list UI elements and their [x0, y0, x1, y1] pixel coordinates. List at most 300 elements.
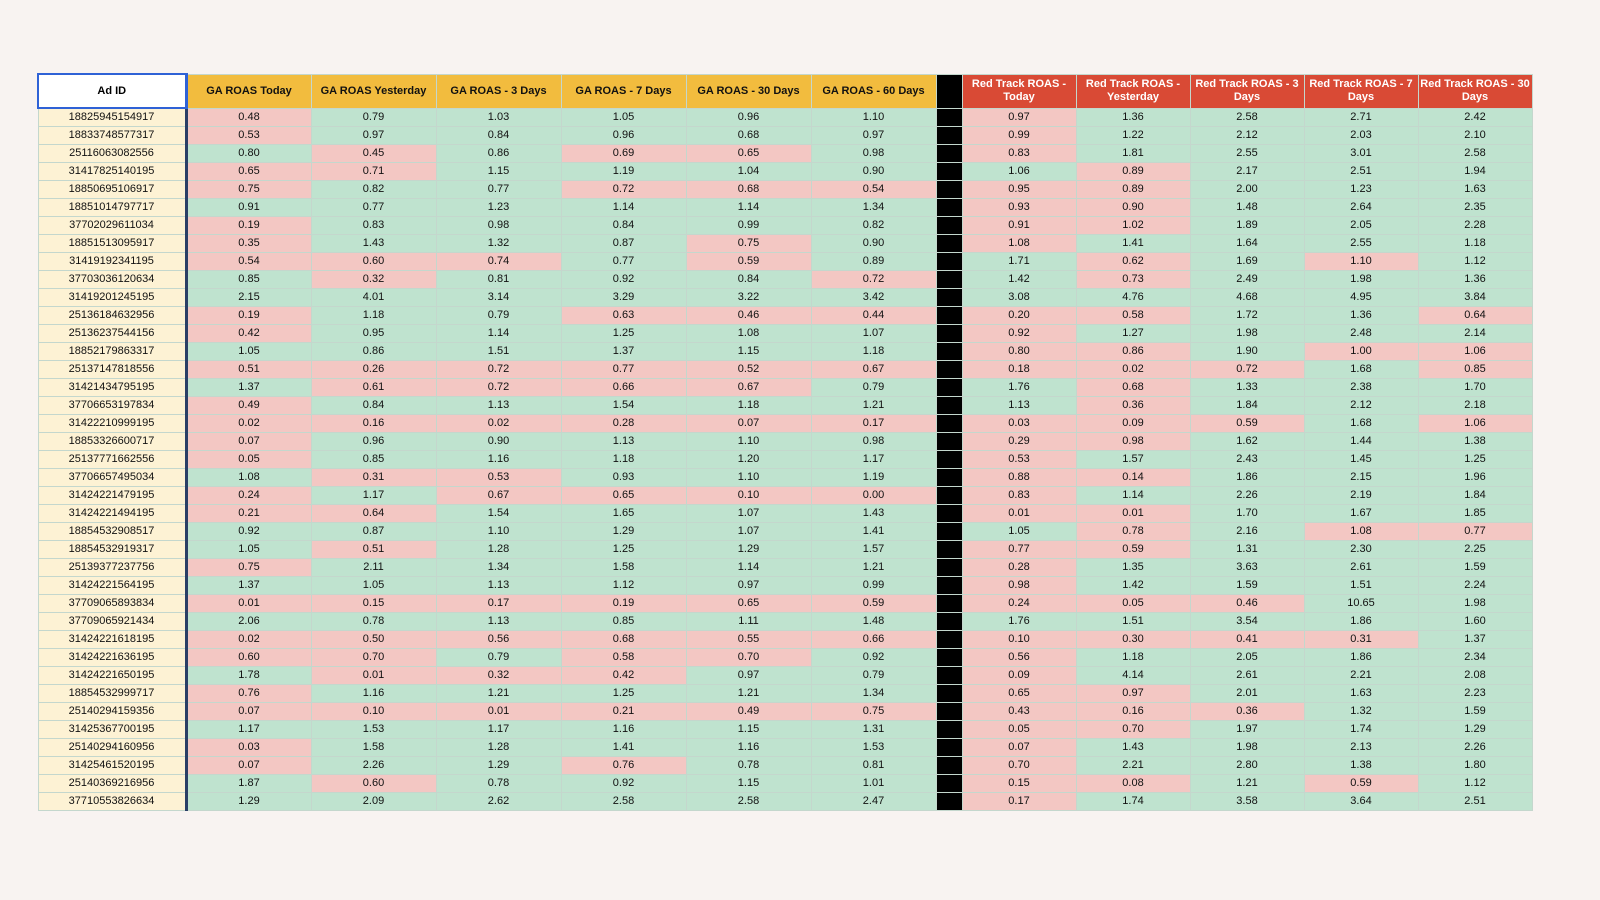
ga-roas-cell[interactable]: 0.72 — [436, 361, 561, 379]
ga-roas-cell[interactable]: 0.67 — [811, 361, 936, 379]
ga-roas-cell[interactable]: 1.34 — [436, 559, 561, 577]
ga-roas-cell[interactable]: 1.78 — [186, 667, 311, 685]
ga-roas-cell[interactable]: 0.61 — [311, 379, 436, 397]
redtrack-roas-cell[interactable]: 0.97 — [962, 108, 1076, 127]
ga-roas-cell[interactable]: 0.65 — [561, 487, 686, 505]
redtrack-roas-cell[interactable]: 1.59 — [1190, 577, 1304, 595]
ga-roas-cell[interactable]: 1.18 — [311, 307, 436, 325]
separator-cell[interactable] — [936, 793, 962, 811]
ga-roas-cell[interactable]: 0.01 — [436, 703, 561, 721]
redtrack-roas-cell[interactable]: 1.06 — [1418, 415, 1532, 433]
redtrack-roas-cell[interactable]: 0.03 — [962, 415, 1076, 433]
redtrack-roas-cell[interactable]: 1.35 — [1076, 559, 1190, 577]
ga-roas-cell[interactable]: 0.77 — [561, 361, 686, 379]
ga-roas-cell[interactable]: 0.76 — [186, 685, 311, 703]
separator-cell[interactable] — [936, 289, 962, 307]
ga-roas-cell[interactable]: 1.05 — [186, 541, 311, 559]
ad-id-cell[interactable]: 18853326600717 — [38, 433, 186, 451]
redtrack-roas-cell[interactable]: 0.83 — [962, 145, 1076, 163]
ad-id-cell[interactable]: 31425367700195 — [38, 721, 186, 739]
ga-roas-cell[interactable]: 0.58 — [561, 649, 686, 667]
separator-cell[interactable] — [936, 451, 962, 469]
ga-roas-cell[interactable]: 0.93 — [561, 469, 686, 487]
ga-roas-cell[interactable]: 1.29 — [436, 757, 561, 775]
redtrack-roas-cell[interactable]: 2.03 — [1304, 127, 1418, 145]
redtrack-roas-cell[interactable]: 0.91 — [962, 217, 1076, 235]
ga-roas-cell[interactable]: 0.87 — [561, 235, 686, 253]
ad-id-cell[interactable]: 18854532908517 — [38, 523, 186, 541]
ga-roas-cell[interactable]: 0.97 — [311, 127, 436, 145]
ga-roas-cell[interactable]: 1.43 — [311, 235, 436, 253]
ga-roas-cell[interactable]: 1.31 — [811, 721, 936, 739]
ga-roas-cell[interactable]: 0.74 — [436, 253, 561, 271]
ga-roas-cell[interactable]: 1.54 — [436, 505, 561, 523]
ga-roas-cell[interactable]: 2.58 — [686, 793, 811, 811]
header-ad-id[interactable]: Ad ID — [38, 74, 186, 108]
redtrack-roas-cell[interactable]: 0.07 — [962, 739, 1076, 757]
redtrack-roas-cell[interactable]: 2.64 — [1304, 199, 1418, 217]
ga-roas-cell[interactable]: 0.79 — [311, 108, 436, 127]
redtrack-roas-cell[interactable]: 3.54 — [1190, 613, 1304, 631]
ga-roas-cell[interactable]: 0.53 — [186, 127, 311, 145]
ga-roas-cell[interactable]: 0.75 — [186, 559, 311, 577]
redtrack-roas-cell[interactable]: 2.23 — [1418, 685, 1532, 703]
ga-roas-cell[interactable]: 0.92 — [561, 775, 686, 793]
ga-roas-cell[interactable]: 0.10 — [311, 703, 436, 721]
redtrack-roas-cell[interactable]: 0.62 — [1076, 253, 1190, 271]
ga-roas-cell[interactable]: 0.48 — [186, 108, 311, 127]
ga-roas-cell[interactable]: 0.01 — [311, 667, 436, 685]
ga-roas-cell[interactable]: 2.11 — [311, 559, 436, 577]
ga-roas-cell[interactable]: 0.96 — [686, 108, 811, 127]
redtrack-roas-cell[interactable]: 1.21 — [1190, 775, 1304, 793]
redtrack-roas-cell[interactable]: 0.02 — [1076, 361, 1190, 379]
ad-id-cell[interactable]: 18833748577317 — [38, 127, 186, 145]
ga-roas-cell[interactable]: 0.21 — [186, 505, 311, 523]
ad-id-cell[interactable]: 37706657495034 — [38, 469, 186, 487]
ga-roas-cell[interactable]: 0.76 — [561, 757, 686, 775]
redtrack-roas-cell[interactable]: 2.51 — [1304, 163, 1418, 181]
redtrack-roas-cell[interactable]: 0.59 — [1076, 541, 1190, 559]
ga-roas-cell[interactable]: 1.04 — [686, 163, 811, 181]
ga-roas-cell[interactable]: 1.15 — [686, 775, 811, 793]
ga-roas-cell[interactable]: 2.15 — [186, 289, 311, 307]
separator-cell[interactable] — [936, 541, 962, 559]
ga-roas-cell[interactable]: 1.13 — [436, 577, 561, 595]
ga-roas-cell[interactable]: 3.29 — [561, 289, 686, 307]
redtrack-roas-cell[interactable]: 1.97 — [1190, 721, 1304, 739]
redtrack-roas-cell[interactable]: 1.70 — [1190, 505, 1304, 523]
redtrack-roas-cell[interactable]: 1.59 — [1418, 703, 1532, 721]
redtrack-roas-cell[interactable]: 2.43 — [1190, 451, 1304, 469]
ga-roas-cell[interactable]: 1.14 — [561, 199, 686, 217]
redtrack-roas-cell[interactable]: 1.05 — [962, 523, 1076, 541]
ga-roas-cell[interactable]: 0.81 — [436, 271, 561, 289]
ga-roas-cell[interactable]: 0.84 — [436, 127, 561, 145]
ga-roas-cell[interactable]: 1.34 — [811, 199, 936, 217]
ga-roas-cell[interactable]: 2.06 — [186, 613, 311, 631]
redtrack-roas-cell[interactable]: 2.19 — [1304, 487, 1418, 505]
separator-cell[interactable] — [936, 721, 962, 739]
redtrack-roas-cell[interactable]: 2.10 — [1418, 127, 1532, 145]
separator-cell[interactable] — [936, 361, 962, 379]
redtrack-roas-cell[interactable]: 3.08 — [962, 289, 1076, 307]
ga-roas-cell[interactable]: 1.14 — [686, 559, 811, 577]
ad-id-cell[interactable]: 18850695106917 — [38, 181, 186, 199]
redtrack-roas-cell[interactable]: 1.71 — [962, 253, 1076, 271]
header-ga-yesterday[interactable]: GA ROAS Yesterday — [311, 74, 436, 108]
separator-cell[interactable] — [936, 469, 962, 487]
ga-roas-cell[interactable]: 1.48 — [811, 613, 936, 631]
redtrack-roas-cell[interactable]: 1.60 — [1418, 613, 1532, 631]
ga-roas-cell[interactable]: 0.64 — [311, 505, 436, 523]
ga-roas-cell[interactable]: 0.87 — [311, 523, 436, 541]
ga-roas-cell[interactable]: 0.63 — [561, 307, 686, 325]
ga-roas-cell[interactable]: 0.82 — [311, 181, 436, 199]
separator-cell[interactable] — [936, 145, 962, 163]
ad-id-cell[interactable]: 31425461520195 — [38, 757, 186, 775]
separator-cell[interactable] — [936, 181, 962, 199]
separator-column-header[interactable] — [936, 74, 962, 108]
separator-cell[interactable] — [936, 523, 962, 541]
ga-roas-cell[interactable]: 0.90 — [811, 235, 936, 253]
separator-cell[interactable] — [936, 667, 962, 685]
redtrack-roas-cell[interactable]: 0.68 — [1076, 379, 1190, 397]
ga-roas-cell[interactable]: 0.50 — [311, 631, 436, 649]
redtrack-roas-cell[interactable]: 1.02 — [1076, 217, 1190, 235]
ga-roas-cell[interactable]: 0.84 — [686, 271, 811, 289]
redtrack-roas-cell[interactable]: 1.38 — [1304, 757, 1418, 775]
ga-roas-cell[interactable]: 0.07 — [686, 415, 811, 433]
ad-id-cell[interactable]: 18852179863317 — [38, 343, 186, 361]
ga-roas-cell[interactable]: 0.32 — [436, 667, 561, 685]
ga-roas-cell[interactable]: 1.28 — [436, 739, 561, 757]
separator-cell[interactable] — [936, 685, 962, 703]
ga-roas-cell[interactable]: 1.21 — [436, 685, 561, 703]
redtrack-roas-cell[interactable]: 1.51 — [1076, 613, 1190, 631]
ga-roas-cell[interactable]: 0.54 — [811, 181, 936, 199]
redtrack-roas-cell[interactable]: 0.30 — [1076, 631, 1190, 649]
ad-id-cell[interactable]: 37703036120634 — [38, 271, 186, 289]
ga-roas-cell[interactable]: 1.18 — [811, 343, 936, 361]
ga-roas-cell[interactable]: 1.16 — [561, 721, 686, 739]
ad-id-cell[interactable]: 31421434795195 — [38, 379, 186, 397]
ga-roas-cell[interactable]: 1.18 — [686, 397, 811, 415]
redtrack-roas-cell[interactable]: 1.32 — [1304, 703, 1418, 721]
redtrack-roas-cell[interactable]: 2.00 — [1190, 181, 1304, 199]
redtrack-roas-cell[interactable]: 1.68 — [1304, 415, 1418, 433]
redtrack-roas-cell[interactable]: 2.12 — [1304, 397, 1418, 415]
redtrack-roas-cell[interactable]: 1.33 — [1190, 379, 1304, 397]
ga-roas-cell[interactable]: 1.32 — [436, 235, 561, 253]
ga-roas-cell[interactable]: 1.05 — [561, 108, 686, 127]
separator-cell[interactable] — [936, 235, 962, 253]
separator-cell[interactable] — [936, 775, 962, 793]
ga-roas-cell[interactable]: 0.28 — [561, 415, 686, 433]
ga-roas-cell[interactable]: 0.84 — [561, 217, 686, 235]
ga-roas-cell[interactable]: 1.51 — [436, 343, 561, 361]
ga-roas-cell[interactable]: 0.21 — [561, 703, 686, 721]
ga-roas-cell[interactable]: 1.41 — [811, 523, 936, 541]
separator-cell[interactable] — [936, 271, 962, 289]
ad-id-cell[interactable]: 31424221479195 — [38, 487, 186, 505]
ga-roas-cell[interactable]: 0.31 — [311, 469, 436, 487]
redtrack-roas-cell[interactable]: 2.38 — [1304, 379, 1418, 397]
redtrack-roas-cell[interactable]: 0.36 — [1076, 397, 1190, 415]
ga-roas-cell[interactable]: 0.07 — [186, 433, 311, 451]
redtrack-roas-cell[interactable]: 1.86 — [1190, 469, 1304, 487]
ga-roas-cell[interactable]: 0.02 — [436, 415, 561, 433]
ga-roas-cell[interactable]: 0.44 — [811, 307, 936, 325]
redtrack-roas-cell[interactable]: 2.49 — [1190, 271, 1304, 289]
redtrack-roas-cell[interactable]: 2.71 — [1304, 108, 1418, 127]
redtrack-roas-cell[interactable]: 1.62 — [1190, 433, 1304, 451]
redtrack-roas-cell[interactable]: 1.84 — [1418, 487, 1532, 505]
ga-roas-cell[interactable]: 0.98 — [811, 145, 936, 163]
ga-roas-cell[interactable]: 0.68 — [686, 181, 811, 199]
ga-roas-cell[interactable]: 1.11 — [686, 613, 811, 631]
redtrack-roas-cell[interactable]: 3.64 — [1304, 793, 1418, 811]
redtrack-roas-cell[interactable]: 0.10 — [962, 631, 1076, 649]
redtrack-roas-cell[interactable]: 0.83 — [962, 487, 1076, 505]
ga-roas-cell[interactable]: 0.67 — [686, 379, 811, 397]
redtrack-roas-cell[interactable]: 0.18 — [962, 361, 1076, 379]
redtrack-roas-cell[interactable]: 2.26 — [1418, 739, 1532, 757]
ga-roas-cell[interactable]: 1.10 — [686, 433, 811, 451]
ad-id-cell[interactable]: 18851513095917 — [38, 235, 186, 253]
ga-roas-cell[interactable]: 1.17 — [311, 487, 436, 505]
separator-cell[interactable] — [936, 325, 962, 343]
ga-roas-cell[interactable]: 1.37 — [561, 343, 686, 361]
redtrack-roas-cell[interactable]: 2.14 — [1418, 325, 1532, 343]
ad-id-cell[interactable]: 18851014797717 — [38, 199, 186, 217]
ga-roas-cell[interactable]: 1.03 — [436, 108, 561, 127]
redtrack-roas-cell[interactable]: 0.29 — [962, 433, 1076, 451]
ga-roas-cell[interactable]: 0.60 — [186, 649, 311, 667]
redtrack-roas-cell[interactable]: 0.70 — [962, 757, 1076, 775]
redtrack-roas-cell[interactable]: 1.06 — [1418, 343, 1532, 361]
redtrack-roas-cell[interactable]: 1.25 — [1418, 451, 1532, 469]
ad-id-cell[interactable]: 31424221636195 — [38, 649, 186, 667]
ga-roas-cell[interactable]: 0.68 — [561, 631, 686, 649]
redtrack-roas-cell[interactable]: 0.24 — [962, 595, 1076, 613]
redtrack-roas-cell[interactable]: 1.44 — [1304, 433, 1418, 451]
ga-roas-cell[interactable]: 0.75 — [186, 181, 311, 199]
ga-roas-cell[interactable]: 0.83 — [311, 217, 436, 235]
ga-roas-cell[interactable]: 1.29 — [561, 523, 686, 541]
ga-roas-cell[interactable]: 0.03 — [186, 739, 311, 757]
redtrack-roas-cell[interactable]: 1.13 — [962, 397, 1076, 415]
redtrack-roas-cell[interactable]: 1.42 — [1076, 577, 1190, 595]
ga-roas-cell[interactable]: 0.10 — [686, 487, 811, 505]
ga-roas-cell[interactable]: 1.54 — [561, 397, 686, 415]
ga-roas-cell[interactable]: 0.85 — [311, 451, 436, 469]
ga-roas-cell[interactable]: 1.05 — [186, 343, 311, 361]
ga-roas-cell[interactable]: 0.92 — [561, 271, 686, 289]
ga-roas-cell[interactable]: 1.21 — [811, 559, 936, 577]
ga-roas-cell[interactable]: 1.13 — [436, 613, 561, 631]
ga-roas-cell[interactable]: 0.79 — [811, 667, 936, 685]
redtrack-roas-cell[interactable]: 0.73 — [1076, 271, 1190, 289]
ga-roas-cell[interactable]: 2.62 — [436, 793, 561, 811]
redtrack-roas-cell[interactable]: 1.98 — [1190, 325, 1304, 343]
redtrack-roas-cell[interactable]: 1.51 — [1304, 577, 1418, 595]
ga-roas-cell[interactable]: 1.07 — [686, 505, 811, 523]
separator-cell[interactable] — [936, 649, 962, 667]
separator-cell[interactable] — [936, 163, 962, 181]
ga-roas-cell[interactable]: 1.08 — [686, 325, 811, 343]
ga-roas-cell[interactable]: 0.82 — [811, 217, 936, 235]
redtrack-roas-cell[interactable]: 1.80 — [1418, 757, 1532, 775]
redtrack-roas-cell[interactable]: 3.01 — [1304, 145, 1418, 163]
ga-roas-cell[interactable]: 0.77 — [436, 181, 561, 199]
ga-roas-cell[interactable]: 0.68 — [686, 127, 811, 145]
ga-roas-cell[interactable]: 0.01 — [186, 595, 311, 613]
ga-roas-cell[interactable]: 0.66 — [811, 631, 936, 649]
ad-id-cell[interactable]: 37710553826634 — [38, 793, 186, 811]
ad-id-cell[interactable]: 31419192341195 — [38, 253, 186, 271]
ga-roas-cell[interactable]: 0.85 — [186, 271, 311, 289]
redtrack-roas-cell[interactable]: 2.21 — [1076, 757, 1190, 775]
separator-cell[interactable] — [936, 613, 962, 631]
redtrack-roas-cell[interactable]: 1.38 — [1418, 433, 1532, 451]
redtrack-roas-cell[interactable]: 1.08 — [1304, 523, 1418, 541]
redtrack-roas-cell[interactable]: 1.08 — [962, 235, 1076, 253]
redtrack-roas-cell[interactable]: 4.14 — [1076, 667, 1190, 685]
ad-id-cell[interactable]: 31424221494195 — [38, 505, 186, 523]
redtrack-roas-cell[interactable]: 1.42 — [962, 271, 1076, 289]
redtrack-roas-cell[interactable]: 1.96 — [1418, 469, 1532, 487]
redtrack-roas-cell[interactable]: 2.08 — [1418, 667, 1532, 685]
redtrack-roas-cell[interactable]: 1.41 — [1076, 235, 1190, 253]
ga-roas-cell[interactable]: 1.17 — [436, 721, 561, 739]
ad-id-cell[interactable]: 37709065921434 — [38, 613, 186, 631]
ga-roas-cell[interactable]: 1.37 — [186, 577, 311, 595]
separator-cell[interactable] — [936, 253, 962, 271]
ga-roas-cell[interactable]: 0.56 — [436, 631, 561, 649]
redtrack-roas-cell[interactable]: 1.86 — [1304, 649, 1418, 667]
ga-roas-cell[interactable]: 1.15 — [686, 721, 811, 739]
ga-roas-cell[interactable]: 0.19 — [561, 595, 686, 613]
redtrack-roas-cell[interactable]: 1.14 — [1076, 487, 1190, 505]
ga-roas-cell[interactable]: 0.51 — [186, 361, 311, 379]
ga-roas-cell[interactable]: 0.99 — [686, 217, 811, 235]
redtrack-roas-cell[interactable]: 4.76 — [1076, 289, 1190, 307]
ga-roas-cell[interactable]: 1.19 — [811, 469, 936, 487]
redtrack-roas-cell[interactable]: 0.72 — [1190, 361, 1304, 379]
separator-cell[interactable] — [936, 108, 962, 127]
separator-cell[interactable] — [936, 343, 962, 361]
ad-id-cell[interactable]: 31424221650195 — [38, 667, 186, 685]
redtrack-roas-cell[interactable]: 1.68 — [1304, 361, 1418, 379]
redtrack-roas-cell[interactable]: 2.61 — [1190, 667, 1304, 685]
redtrack-roas-cell[interactable]: 0.92 — [962, 325, 1076, 343]
redtrack-roas-cell[interactable]: 2.48 — [1304, 325, 1418, 343]
ga-roas-cell[interactable]: 0.97 — [686, 667, 811, 685]
redtrack-roas-cell[interactable]: 0.46 — [1190, 595, 1304, 613]
redtrack-roas-cell[interactable]: 3.58 — [1190, 793, 1304, 811]
ga-roas-cell[interactable]: 1.41 — [561, 739, 686, 757]
header-ga-7-days[interactable]: GA ROAS - 7 Days — [561, 74, 686, 108]
redtrack-roas-cell[interactable]: 1.72 — [1190, 307, 1304, 325]
redtrack-roas-cell[interactable]: 0.65 — [962, 685, 1076, 703]
redtrack-roas-cell[interactable]: 1.70 — [1418, 379, 1532, 397]
ga-roas-cell[interactable]: 0.96 — [311, 433, 436, 451]
separator-cell[interactable] — [936, 379, 962, 397]
redtrack-roas-cell[interactable]: 0.15 — [962, 775, 1076, 793]
redtrack-roas-cell[interactable]: 1.12 — [1418, 253, 1532, 271]
ad-id-cell[interactable]: 18854532919317 — [38, 541, 186, 559]
ga-roas-cell[interactable]: 0.19 — [186, 217, 311, 235]
ga-roas-cell[interactable]: 2.47 — [811, 793, 936, 811]
ga-roas-cell[interactable]: 0.07 — [186, 757, 311, 775]
ga-roas-cell[interactable]: 0.81 — [811, 757, 936, 775]
ad-id-cell[interactable]: 25136237544156 — [38, 325, 186, 343]
ga-roas-cell[interactable]: 1.08 — [186, 469, 311, 487]
redtrack-roas-cell[interactable]: 2.05 — [1190, 649, 1304, 667]
ga-roas-cell[interactable]: 1.17 — [811, 451, 936, 469]
redtrack-roas-cell[interactable]: 2.17 — [1190, 163, 1304, 181]
header-rt-yesterday[interactable]: Red Track ROAS - Yesterday — [1076, 74, 1190, 108]
ga-roas-cell[interactable]: 1.25 — [561, 685, 686, 703]
ga-roas-cell[interactable]: 1.05 — [311, 577, 436, 595]
ga-roas-cell[interactable]: 1.58 — [311, 739, 436, 757]
ga-roas-cell[interactable]: 1.53 — [811, 739, 936, 757]
redtrack-roas-cell[interactable]: 1.81 — [1076, 145, 1190, 163]
redtrack-roas-cell[interactable]: 1.64 — [1190, 235, 1304, 253]
redtrack-roas-cell[interactable]: 1.36 — [1418, 271, 1532, 289]
ga-roas-cell[interactable]: 0.80 — [186, 145, 311, 163]
ga-roas-cell[interactable]: 1.18 — [561, 451, 686, 469]
redtrack-roas-cell[interactable]: 1.74 — [1304, 721, 1418, 739]
ga-roas-cell[interactable]: 0.53 — [436, 469, 561, 487]
ga-roas-cell[interactable]: 1.07 — [811, 325, 936, 343]
ga-roas-cell[interactable]: 1.13 — [436, 397, 561, 415]
separator-cell[interactable] — [936, 505, 962, 523]
redtrack-roas-cell[interactable]: 3.63 — [1190, 559, 1304, 577]
ga-roas-cell[interactable]: 1.10 — [686, 469, 811, 487]
redtrack-roas-cell[interactable]: 0.14 — [1076, 469, 1190, 487]
separator-cell[interactable] — [936, 559, 962, 577]
ad-id-cell[interactable]: 25136184632956 — [38, 307, 186, 325]
redtrack-roas-cell[interactable]: 4.95 — [1304, 289, 1418, 307]
ga-roas-cell[interactable]: 0.72 — [561, 181, 686, 199]
ga-roas-cell[interactable]: 0.42 — [186, 325, 311, 343]
ga-roas-cell[interactable]: 0.92 — [186, 523, 311, 541]
ga-roas-cell[interactable]: 0.84 — [311, 397, 436, 415]
ga-roas-cell[interactable]: 0.45 — [311, 145, 436, 163]
ga-roas-cell[interactable]: 0.91 — [186, 199, 311, 217]
redtrack-roas-cell[interactable]: 1.29 — [1418, 721, 1532, 739]
redtrack-roas-cell[interactable]: 10.65 — [1304, 595, 1418, 613]
ad-id-cell[interactable]: 31424221618195 — [38, 631, 186, 649]
ad-id-cell[interactable]: 37706653197834 — [38, 397, 186, 415]
ad-id-cell[interactable]: 25140294160956 — [38, 739, 186, 757]
ga-roas-cell[interactable]: 1.28 — [436, 541, 561, 559]
ga-roas-cell[interactable]: 0.17 — [811, 415, 936, 433]
ga-roas-cell[interactable]: 0.99 — [811, 577, 936, 595]
ga-roas-cell[interactable]: 0.16 — [311, 415, 436, 433]
redtrack-roas-cell[interactable]: 0.85 — [1418, 361, 1532, 379]
ga-roas-cell[interactable]: 1.57 — [811, 541, 936, 559]
redtrack-roas-cell[interactable]: 4.68 — [1190, 289, 1304, 307]
ga-roas-cell[interactable]: 2.09 — [311, 793, 436, 811]
ga-roas-cell[interactable]: 1.29 — [186, 793, 311, 811]
ga-roas-cell[interactable]: 0.15 — [311, 595, 436, 613]
ga-roas-cell[interactable]: 0.92 — [811, 649, 936, 667]
redtrack-roas-cell[interactable]: 1.89 — [1190, 217, 1304, 235]
ga-roas-cell[interactable]: 1.16 — [436, 451, 561, 469]
